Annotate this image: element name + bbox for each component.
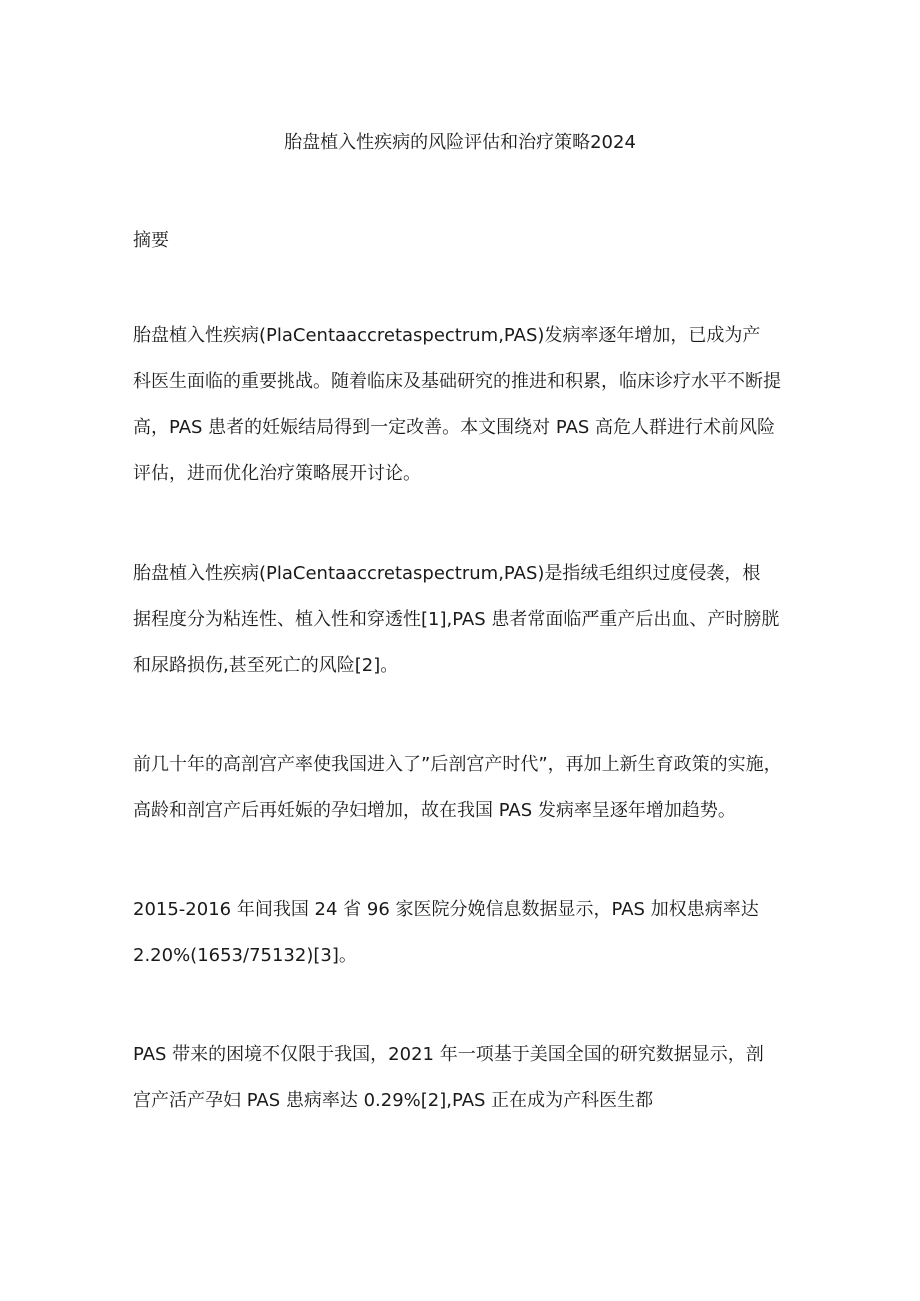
- paragraph-line: 高，PAS 患者的妊娠结局得到一定改善。本文围绕对 PAS 高危人群进行术前风险: [133, 417, 776, 438]
- paragraph-line: 宫产活产孕妇 PAS 患病率达 0.29%[2],PAS 正在成为产科医生都: [133, 1090, 654, 1111]
- paragraph-cesarean-era: [133, 742, 803, 834]
- paragraph-line: 据程度分为粘连性、植入性和穿透性[1],PAS 患者常面临严重产后出血、产时膀胱: [133, 609, 780, 630]
- paragraph-line: 胎盘植入性疾病(PlaCentaaccretaspectrum,PAS)是指绒毛组织过度侵袭，根: [133, 563, 761, 584]
- abstract-heading: 摘要: [133, 230, 169, 251]
- paragraph-china-data: [133, 887, 803, 979]
- paragraph-line: 胎盘植入性疾病(PlaCentaaccretaspectrum,PAS)发病率逐年增加，已成为产: [133, 325, 761, 346]
- document-title: 胎盘植入性疾病的风险评估和治疗策略2024: [284, 132, 636, 153]
- paragraph-definition: [133, 551, 803, 689]
- paragraph-line: 前几十年的高剖宫产率使我国进入了”后剖宫产时代”，再加上新生育政策的实施，: [133, 754, 782, 775]
- paragraph-line: 2015-2016 年间我国 24 省 96 家医院分娩信息数据显示，PAS 加权患病率达: [133, 899, 759, 920]
- paragraph-line: 和尿路损伤,甚至死亡的风险[2]。: [133, 655, 399, 676]
- paragraph-us-data: [133, 1032, 803, 1124]
- paragraph-line: 2.20%(1653/75132)[3]。: [133, 945, 357, 966]
- paragraph-line: 评估，进而优化治疗策略展开讨论。: [133, 463, 421, 484]
- paragraph-line: 高龄和剖宫产后再妊娠的孕妇增加，故在我国 PAS 发病率呈逐年增加趋势。: [133, 800, 736, 821]
- paragraph-line: PAS 带来的困境不仅限于我国，2021 年一项基于美国全国的研究数据显示，剖: [133, 1044, 764, 1065]
- paragraph-line: 科医生面临的重要挑战。随着临床及基础研究的推进和积累，临床诊疗水平不断提: [133, 371, 781, 392]
- paragraph-abstract: [133, 313, 803, 497]
